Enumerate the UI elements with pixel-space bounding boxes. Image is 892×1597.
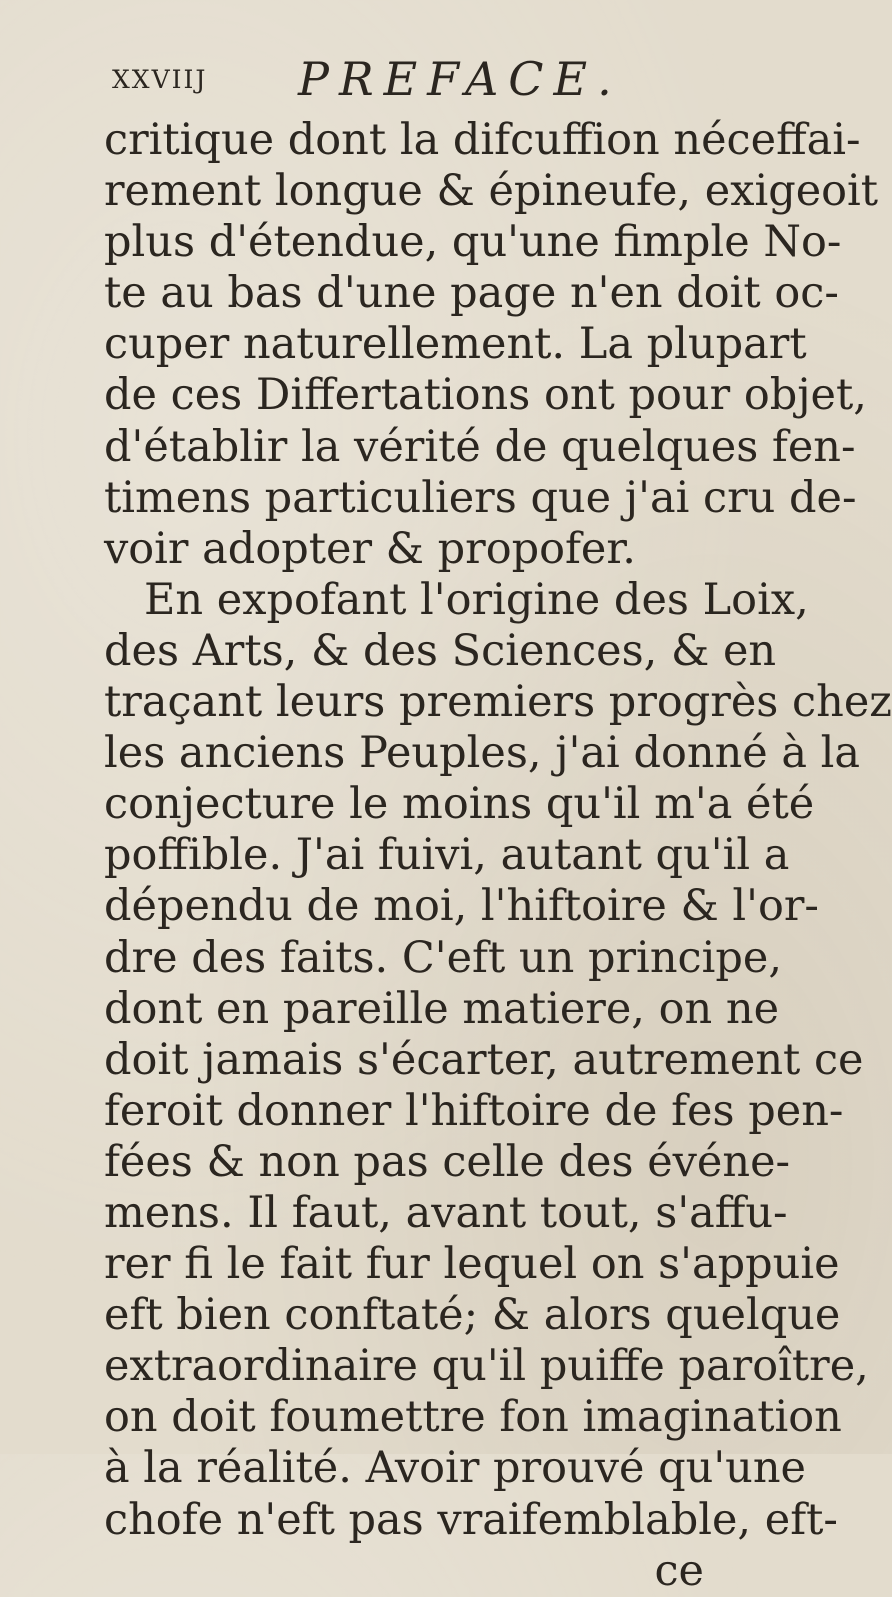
text-line: timens particuliers que j'ai cru de- [104,472,857,523]
page-header-title: PREFACE. [298,52,622,106]
text-line: de ces Differtations ont pour objet, [104,370,867,421]
text-line: fées & non pas celle des événe- [104,1136,791,1187]
text-line: à la réalité. Avoir prouvé qu'une [104,1443,806,1494]
text-line: d'établir la vérité de quelques fen- [104,421,856,472]
text-line: dont en pareille matiere, on ne [104,983,780,1034]
text-line: voir adopter & propofer. [104,523,636,574]
text-line: doit jamais s'écarter, autrement ce [104,1034,864,1085]
text-line: eft bien conftaté; & alors quelque [104,1290,841,1341]
text-line: les anciens Peuples, j'ai donné à la [104,728,861,779]
text-line: des Arts, & des Sciences, & en [104,625,777,676]
text-line: poffible. J'ai fuivi, autant qu'il a [104,830,790,881]
running-head [112,52,752,112]
paragraph-start-line: En expofant l'origine des Loix, [144,574,809,625]
text-line: mens. Il faut, avant tout, s'affu- [104,1187,788,1238]
text-line: rer fi le fait fur lequel on s'appuie [104,1239,840,1290]
text-line: on doit foumettre fon imagination [104,1392,842,1443]
text-line: extraordinaire qu'il puiffe paroître, [104,1341,869,1392]
text-line: rement longue & épineufe, exigeoit [104,166,879,217]
text-line: critique dont la difcuffion néceffai- [104,115,861,165]
text-line: plus d'étendue, qu'une fimple No- [104,217,842,268]
body-text [104,115,892,1597]
text-line: dépendu de moi, l'hiftoire & l'or- [104,881,819,932]
text-line: te au bas d'une page n'en doit oc- [104,268,839,319]
text-line: dre des faits. C'eft un principe, [104,932,782,983]
text-line: traçant leurs premiers progrès chez [104,677,892,728]
text-line: cuper naturellement. La plupart [104,319,807,370]
text-line: feroit donner l'hiftoire de fes pen- [104,1085,844,1136]
catchword: ce [654,1545,704,1596]
text-line: conjecture le moins qu'il m'a été [104,779,815,830]
text-line: chofe n'eft pas vraifemblable, eft- [104,1494,838,1545]
page-number: xxviij [112,56,208,97]
